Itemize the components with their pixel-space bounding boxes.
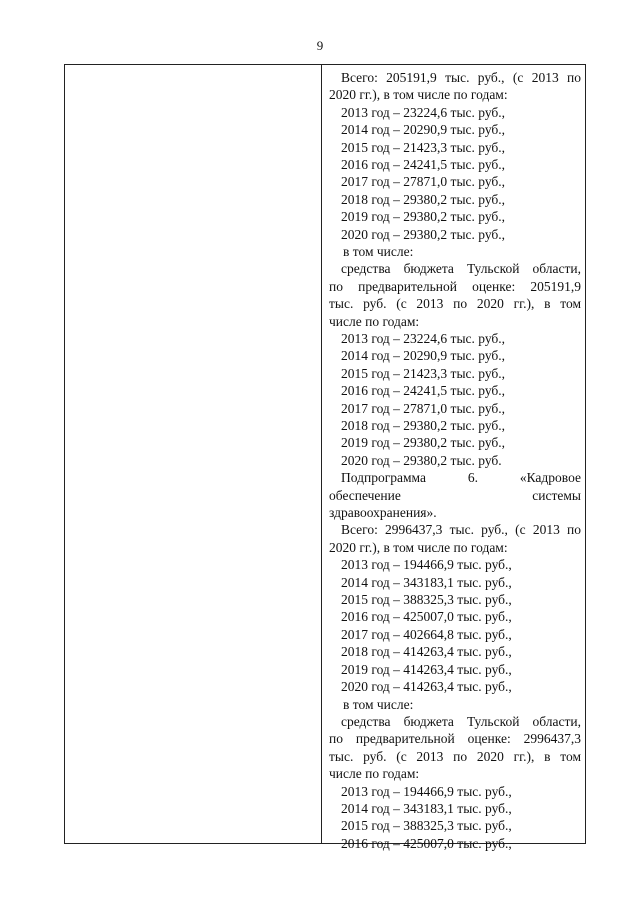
text-line: 2020 год – 29380,2 тыс. руб., — [341, 226, 506, 242]
text-line: 2018 год – 414263,4 тыс. руб., — [341, 644, 512, 660]
text-line: средства бюджета Тульской области, — [341, 713, 581, 729]
table-left-cell — [65, 65, 322, 843]
text-line: 2014 год – 20290,9 тыс. руб., — [341, 122, 506, 138]
text-line: в том числе: — [343, 244, 414, 260]
text-line: 2020 год – 414263,4 тыс. руб., — [341, 679, 512, 695]
document-table — [64, 64, 586, 851]
text-line: 2015 год – 388325,3 тыс. руб., — [341, 592, 512, 608]
text-line: 2013 год – 23224,6 тыс. руб., — [341, 331, 506, 347]
text-line: тыс. руб. (с 2013 по 2020 гг.), в том — [329, 748, 581, 764]
text-line: в том числе: — [343, 696, 414, 712]
text-line: Всего: 2996437,3 тыс. руб., (с 2013 по — [341, 522, 581, 538]
page-number: 9 — [316, 38, 324, 53]
text-line: 2014 год – 20290,9 тыс. руб., — [341, 348, 506, 364]
text-line: 2019 год – 29380,2 тыс. руб., — [341, 435, 506, 451]
text-line: 2020 гг.), в том числе по годам: — [329, 87, 508, 103]
text-line: 2018 год – 29380,2 тыс. руб., — [341, 418, 506, 434]
text-line: 2014 год – 343183,1 тыс. руб., — [341, 574, 512, 590]
text-line: обеспечение системы — [329, 487, 581, 503]
text-line: по предварительной оценке: 205191,9 — [329, 278, 581, 294]
text-line: 2017 год – 402664,8 тыс. руб., — [341, 626, 512, 642]
text-line: 2016 год – 24241,5 тыс. руб., — [341, 383, 506, 399]
text-line: 2014 год – 343183,1 тыс. руб., — [341, 800, 512, 816]
text-line: 2020 год – 29380,2 тыс. руб. — [341, 452, 502, 468]
text-line: 2013 год – 194466,9 тыс. руб., — [341, 783, 512, 799]
text-line: числе по годам: — [329, 313, 420, 329]
text-line: средства бюджета Тульской области, — [341, 261, 581, 277]
text-line: 2016 год – 24241,5 тыс. руб., — [341, 157, 506, 173]
text-line: 2019 год – 29380,2 тыс. руб., — [341, 209, 506, 225]
text-line: 2015 год – 21423,3 тыс. руб., — [341, 139, 506, 155]
text-line: тыс. руб. (с 2013 по 2020 гг.), в том — [329, 296, 581, 312]
text-line: 2013 год – 23224,6 тыс. руб., — [341, 104, 506, 120]
text-line: 2019 год – 414263,4 тыс. руб., — [341, 661, 512, 677]
text-line: 2017 год – 27871,0 тыс. руб., — [341, 174, 506, 190]
text-line: 2017 год – 27871,0 тыс. руб., — [341, 400, 506, 416]
text-line: по предварительной оценке: 2996437,3 — [329, 731, 581, 747]
text-line: Подпрограмма 6. «Кадровое — [341, 470, 581, 486]
text-line: 2016 год – 425007,0 тыс. руб., — [341, 835, 512, 851]
text-line: числе по годам: — [329, 766, 420, 782]
text-line: Всего: 205191,9 тыс. руб., (с 2013 по — [341, 70, 581, 85]
text-line: 2016 год – 425007,0 тыс. руб., — [341, 609, 512, 625]
text-line: 2015 год – 21423,3 тыс. руб., — [341, 365, 506, 381]
table-right-cell — [323, 69, 585, 852]
text-line: 2020 гг.), в том числе по годам: — [329, 539, 508, 555]
text-line: 2013 год – 194466,9 тыс. руб., — [341, 557, 512, 573]
text-line: 2018 год – 29380,2 тыс. руб., — [341, 191, 506, 207]
text-line: 2015 год – 388325,3 тыс. руб., — [341, 818, 512, 834]
text-line: здравоохранения». — [329, 505, 437, 521]
